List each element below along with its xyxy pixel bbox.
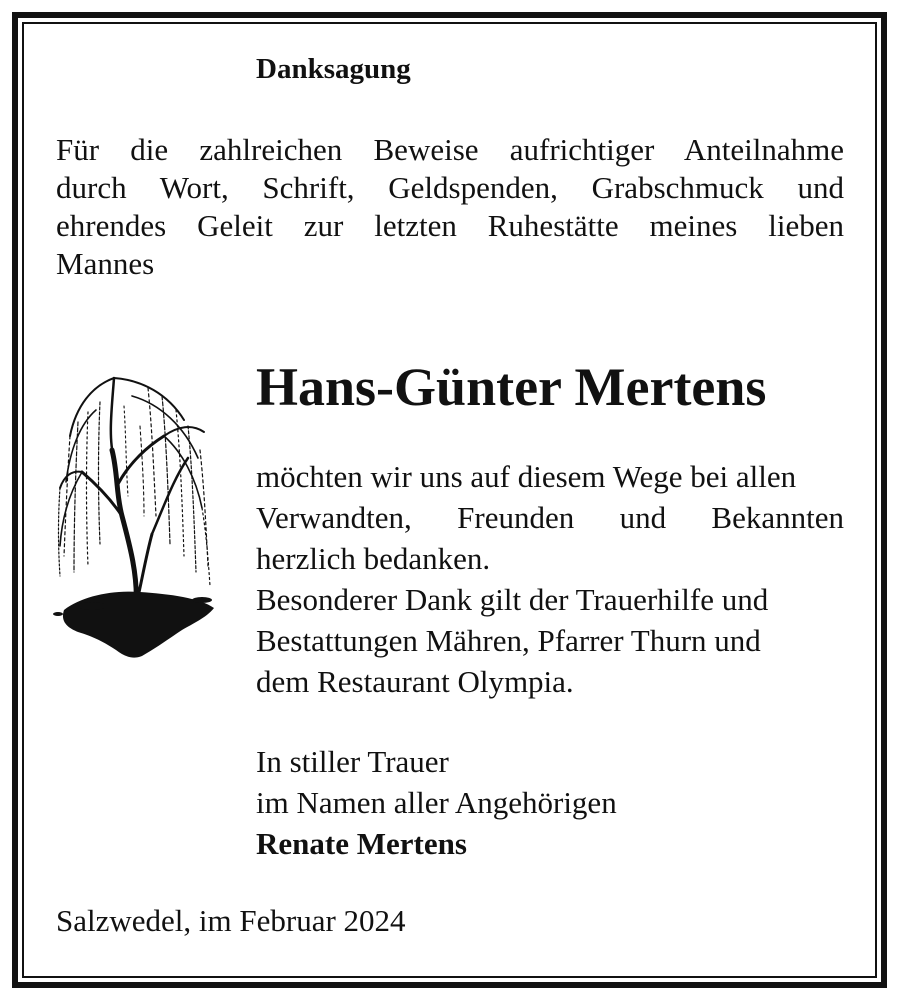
intro-line: durch Wort, Schrift, Geldspenden, Grabschmuck und	[56, 170, 844, 205]
intro-line: Mannes	[56, 246, 155, 281]
body-line: Verwandten, Freunden und Bekannten	[256, 500, 844, 535]
notice-heading: Danksagung	[256, 53, 411, 85]
body-line: Bestattungen Mähren, Pfarrer Thurn und	[256, 623, 761, 658]
closing-line: In stiller Trauer	[256, 744, 449, 779]
body-line: herzlich bedanken.	[256, 541, 491, 576]
deceased-name: Hans-Günter Mertens	[256, 357, 767, 417]
body-line: möchten wir uns auf diesem Wege bei allen	[256, 459, 797, 494]
body-line: dem Restaurant Olympia.	[256, 664, 574, 699]
closing-block	[256, 741, 617, 864]
closing-line: im Namen aller Angehörigen	[256, 785, 617, 820]
place-date: Salzwedel, im Februar 2024	[56, 903, 406, 938]
intro-line: Für die zahlreichen Beweise aufrichtiger Anteilnahme	[56, 132, 844, 167]
body-line: Besonderer Dank gilt der Trauerhilfe und	[256, 582, 769, 617]
intro-paragraph	[56, 131, 844, 283]
weeping-willow-icon	[52, 366, 222, 662]
signer-name: Renate Mertens	[256, 826, 467, 861]
intro-line: ehrendes Geleit zur letzten Ruhestätte meines lieben	[56, 208, 844, 243]
thanks-paragraph	[256, 456, 844, 702]
